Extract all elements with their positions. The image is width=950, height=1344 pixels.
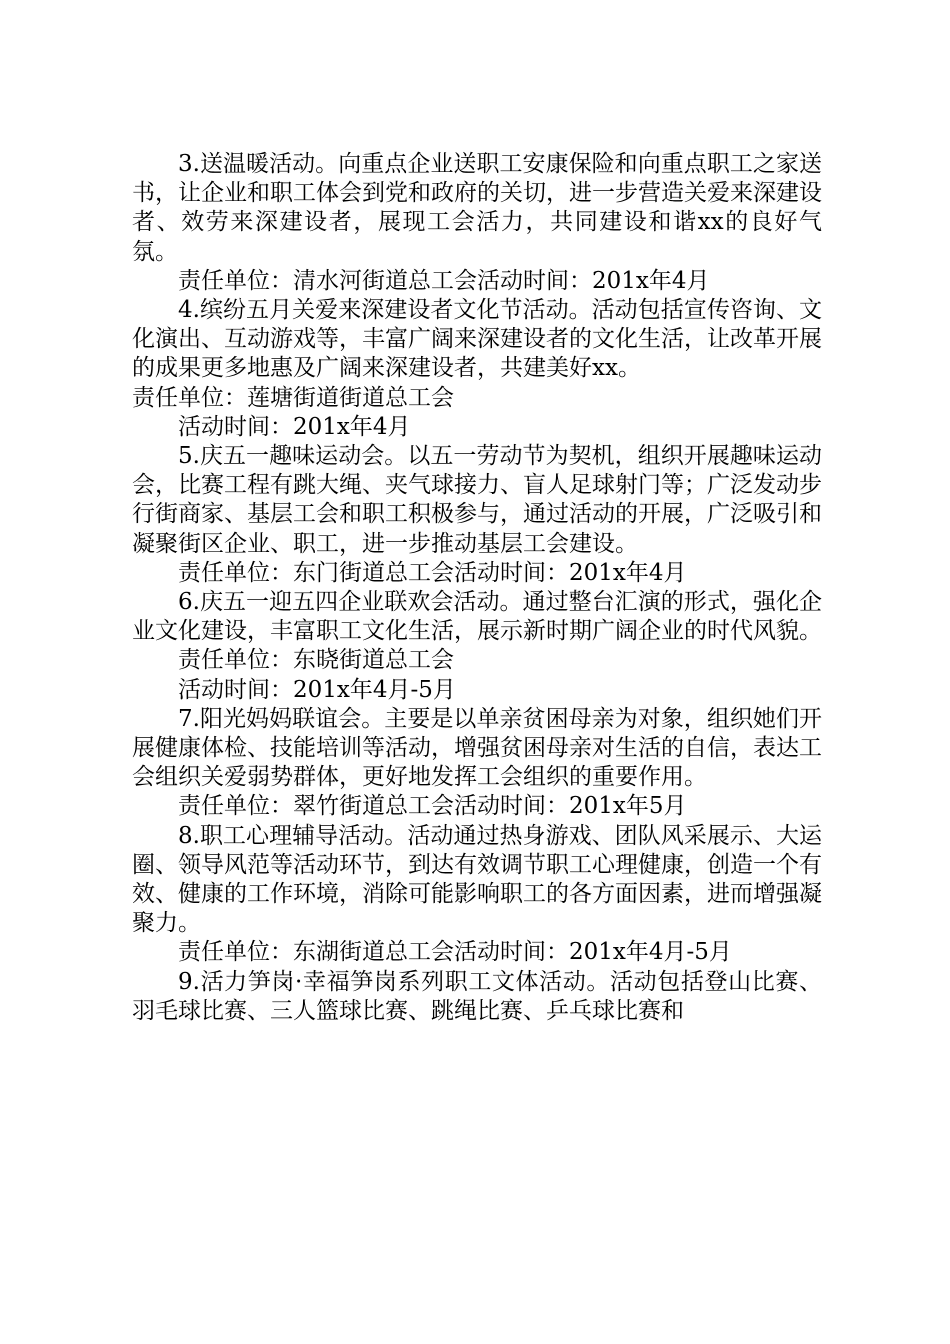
responsible-unit-line: 责任单位：东门街道总工会活动时间：201x年4月 bbox=[178, 559, 687, 586]
document-body bbox=[132, 150, 822, 1026]
paragraph-item-6: 6.庆五一迎五四企业联欢会活动。通过整台汇演的形式，强化企业文化建设，丰富职工文化生活，展示新时期广阔企业的时代风貌。 bbox=[132, 589, 822, 645]
paragraph-item-7: 7.阳光妈妈联谊会。主要是以单亲贫困母亲为对象，组织她们开展健康体检、技能培训等活动，增强贫困母亲对生活的自信，表达工会组织关爱弱势群体，更好地发挥工会组织的重要作用。 bbox=[132, 705, 822, 791]
responsible-unit-line: 责任单位：翠竹街道总工会活动时间：201x年5月 bbox=[178, 793, 687, 820]
paragraph-item-9: 9.活力笋岗·幸福笋岗系列职工文体活动。活动包括登山比赛、羽毛球比赛、三人篮球比赛、跳绳比赛、乒乓球比赛和 bbox=[132, 968, 822, 1024]
paragraph-item-5: 5.庆五一趣味运动会。以五一劳动节为契机，组织开展趣味运动会，比赛工程有跳大绳、夹气球接力、盲人足球射门等；广泛发动步行街商家、基层工会和职工积极参与，通过活动的开展，广泛吸引和凝聚街区企业、职工，进一步推动基层工会建设。 bbox=[132, 443, 822, 557]
responsible-unit-line: 责任单位：东湖街道总工会活动时间：201x年4月-5月 bbox=[178, 939, 732, 966]
responsible-unit-line: 责任单位：清水河街道总工会活动时间：201x年4月 bbox=[178, 267, 710, 294]
responsible-unit-line: 责任单位：东晓街道总工会 bbox=[178, 647, 454, 674]
activity-time-line: 活动时间：201x年4月-5月 bbox=[178, 676, 456, 703]
responsible-unit-line: 责任单位：莲塘街道街道总工会 bbox=[132, 384, 454, 411]
activity-time-line: 活动时间：201x年4月 bbox=[178, 413, 411, 440]
paragraph-item-8: 8.职工心理辅导活动。活动通过热身游戏、团队风采展示、大运圈、领导风范等活动环节，到达有效调节职工心理健康，创造一个有效、健康的工作环境，消除可能影响职工的各方面因素，进而增强凝聚力。 bbox=[132, 822, 822, 937]
paragraph-item-4: 4.缤纷五月关爱来深建设者文化节活动。活动包括宣传咨询、文化演出、互动游戏等，丰富广阔来深建设者的文化生活，让改革开展的成果更多地惠及广阔来深建设者，共建美好xx。 bbox=[132, 297, 822, 382]
paragraph-item-3: 3.送温暖活动。向重点企业送职工安康保险和向重点职工之家送书，让企业和职工体会到党和政府的关切，进一步营造关爱来深建设者、效劳来深建设者，展现工会活力，共同建设和谐xx的良好气氛。 bbox=[132, 151, 822, 265]
